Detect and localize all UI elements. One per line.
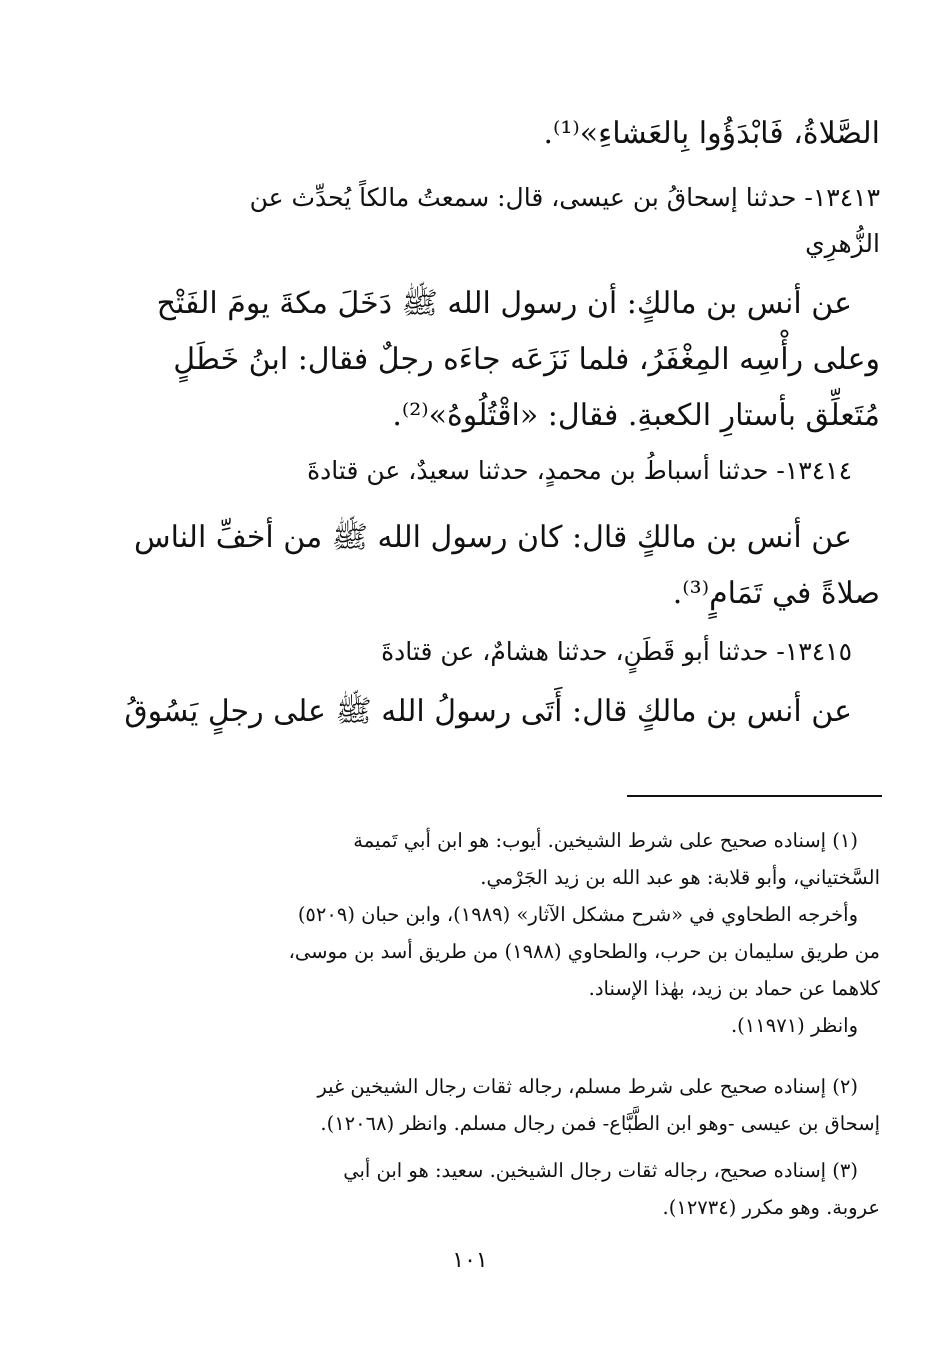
hadith-13413-chain: [180, 170, 880, 272]
body-line: مُتَعلِّق بأستارِ الكعبةِ. فقال: «اقْتُلُوهُ»⁽²⁾.: [392, 398, 880, 433]
footnote-line: من طريق سليمان بن حرب، والطحاوي (١٩٨٨) من طريق أسد بن موسى،: [288, 940, 880, 963]
footnote-line: (٢) إسناده صحيح على شرط مسلم، رجاله ثقات رجال الشيخين غير: [317, 1075, 858, 1098]
body-line: ١٣٤١٣- حدثنا إسحاقُ بن عيسى، قال: سمعتُ مالكاً يُحدِّث عن: [249, 183, 880, 212]
footnote-2: [180, 1068, 880, 1142]
footnote-1: [180, 822, 880, 1044]
footnote-line: كلاهما عن حماد بن زيد، بهٰذا الإسناد.: [588, 977, 880, 1000]
body-line: عن أنس بن مالكٍ: أن رسول الله ﷺ دَخَلَ مكةَ يومَ الفَتْح: [156, 286, 852, 321]
body-line: وعلى رأْسِه المِغْفَرُ، فلما نَزَعَه جاءَه رجلٌ فقال: ابنُ خَطَلٍ: [173, 342, 880, 377]
footnote-line: السَّختياني، وأبو قلابة: هو عبد الله بن زيد الجَرْمي.: [480, 866, 880, 889]
body-line: الصَّلاةُ، فَابْدَؤُوا بِالعَشاءِ»⁽¹⁾.: [543, 116, 880, 151]
body-line: عن أنس بن مالكٍ قال: أَتَى رسولُ الله ﷺ على رجلٍ يَسُوقُ: [124, 694, 852, 729]
hadith-13413-text: [156, 276, 880, 444]
hadith-13414-chain: [180, 443, 880, 499]
body-line: عن أنس بن مالكٍ قال: كان رسول الله ﷺ من أخفِّ الناس: [133, 520, 852, 555]
footnote-line: وأخرجه الطحاوي في «شرح مشكل الآثار» (١٩٨٩)، وابن حبان (٥٢٠٩): [297, 903, 858, 926]
hadith-13414-text: [133, 510, 880, 622]
footnote-line: وانظر (١١٩٧١).: [730, 1014, 858, 1037]
footnote-separator: [627, 795, 882, 797]
page-number: ١٠١: [452, 1248, 488, 1273]
body-line: صلاةً في تَمَامٍ⁽³⁾.: [672, 576, 880, 611]
footnote-line: (١) إسناده صحيح على شرط الشيخين. أيوب: هو ابن أبي تَميمة: [353, 829, 858, 852]
intro-line: [180, 106, 880, 162]
footnote-line: (٣) إسناده صحيح، رجاله ثقات رجال الشيخين. سعيد: هو ابن أبي: [343, 1159, 858, 1182]
footnote-line: عروبة. وهو مكرر (١٢٧٣٤).: [662, 1196, 880, 1219]
hadith-13415-text: [124, 684, 880, 740]
footnote-line: إسحاق بن عيسى -وهو ابن الطَّبَّاع- فمن رجال مسلم. وانظر (١٢٠٦٨).: [320, 1112, 880, 1135]
footnote-3: [180, 1152, 880, 1226]
body-line: ١٣٤١٤- حدثنا أسباطُ بن محمدٍ، حدثنا سعيدٌ، عن قتادةَ: [307, 456, 852, 485]
body-line: الزُّهرِي: [805, 229, 880, 258]
hadith-13415-chain: [180, 624, 880, 680]
body-line: ١٣٤١٥- حدثنا أبو قَطَنٍ، حدثنا هشامٌ، عن قتادةَ: [381, 637, 852, 666]
